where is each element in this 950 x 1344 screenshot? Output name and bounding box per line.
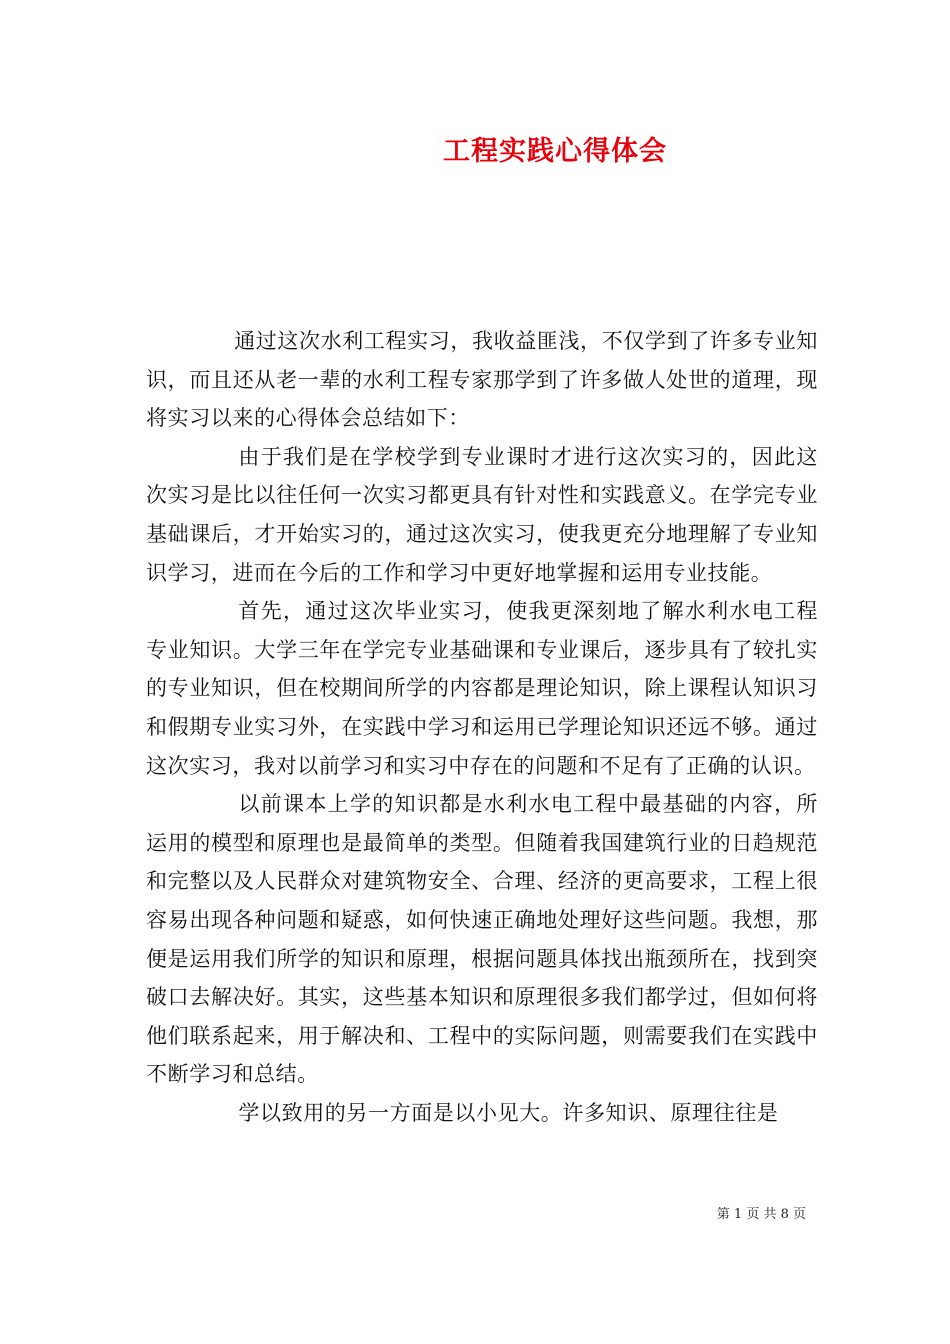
paragraph-1: 通过这次水利工程实习，我收益匪浅，不仅学到了许多专业知识，而且还从老一辈的水利工程专家那学到了许多做人处世的道理，现将实习以来的心得体会总结如下： [146,329,818,431]
page-number-footer: 第 1 页 共 8 页 [716,1207,806,1222]
paragraph-5: 学以致用的另一方面是以小见大。许多知识、原理往往是 [238,1100,779,1125]
paragraph-4: 以前课本上学的知识都是水利水电工程中最基础的内容，所运用的模型和原理也是最简单的类型。但随着我国建筑行业的日趋规范和完整以及人民群众对建筑物安全、合理、经济的更高要求，工程上很容易出现各种问题和疑惑，如何快速正确地处理好这些问题。我想，那便是运用我们所学的知识和原理，根据问题具体找出瓶颈所在，找到突破口去解决好。其实，这些基本知识和原理很多我们都学过，但如何将他们联系起来，用于解决和、工程中的实际问题，则需要我们在实践中不断学习和总结。 [146,792,818,1087]
paragraph-2: 由于我们是在学校学到专业课时才进行这次实习的，因此这次实习是比以往任何一次实习都更具有针对性和实践意义。在学完专业基础课后，才开始实习的，通过这次实习，使我更充分地理解了专业知识学习，进而在今后的工作和学习中更好地掌握和运用专业技能。 [146,444,818,585]
document-body [146,322,818,1132]
paragraph-3: 首先，通过这次毕业实习，使我更深刻地了解水利水电工程专业知识。大学三年在学完专业基础课和专业课后，逐步具有了较扎实的专业知识，但在校期间所学的内容都是理论知识，除上课程认知识习和假期专业实习外，在实践中学习和运用已学理论知识还远不够。通过这次实习，我对以前学习和实习中存在的问题和不足有了正确的认识。 [146,599,818,778]
document-title: 工程实践心得体会 [443,136,667,167]
